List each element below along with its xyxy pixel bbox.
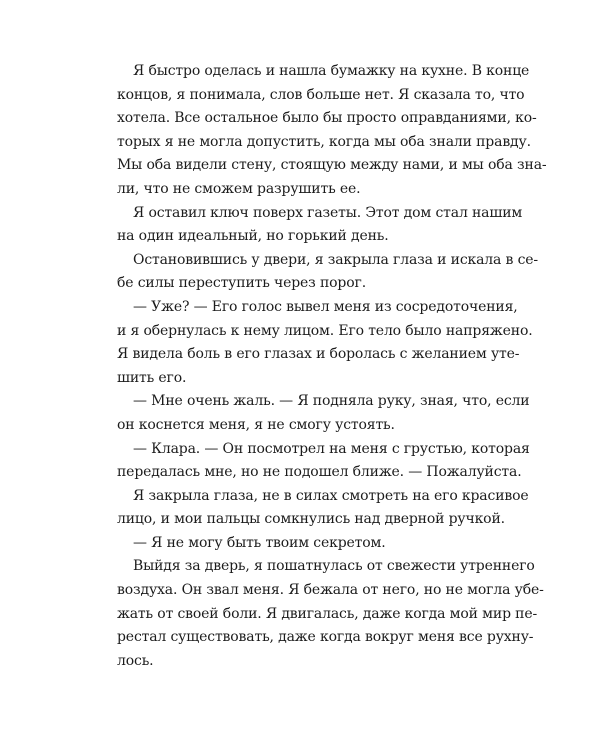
paragraph bbox=[117, 390, 530, 437]
paragraph bbox=[117, 202, 523, 249]
text-line: хотела. Все остальное было бы просто оправданиями, ко- bbox=[117, 110, 537, 127]
text-line: он коснется меня, я не смогу устоять. bbox=[117, 416, 395, 433]
text-line: Выйдя за дверь, я пошатнулась от свежести утреннего bbox=[133, 558, 535, 575]
paragraph bbox=[117, 485, 529, 532]
text-line: Я быстро оделась и нашла бумажку на кухне. В конце bbox=[133, 63, 530, 79]
text-line: на один идеальный, но горький день. bbox=[117, 228, 389, 245]
text-line: концов, я понимала, слов больше нет. Я сказала то, что bbox=[117, 86, 525, 103]
text-line: Я оставил ключ поверх газеты. Этот дом стал нашим bbox=[133, 204, 523, 221]
text-line: жать от своей боли. Я двигалась, даже когда мой мир пе- bbox=[117, 605, 538, 622]
text-line: — Клара. — Он посмотрел на меня с грустью, которая bbox=[133, 440, 530, 457]
text-line: торых я не могла допустить, когда мы оба знали правду. bbox=[117, 133, 531, 150]
text-line: — Мне очень жаль. — Я подняла руку, зная, что, если bbox=[133, 393, 530, 410]
text-line: рестал существовать, даже когда вокруг меня все рухну- bbox=[117, 629, 534, 646]
paragraph bbox=[117, 532, 485, 556]
text-line: и я обернулась к нему лицом. Его тело было напряжено. bbox=[117, 322, 533, 339]
text-line: воздуха. Он звал меня. Я бежала от него, но не могла убе- bbox=[117, 582, 544, 599]
text-line: — Я не могу быть твоим секретом. bbox=[133, 534, 386, 551]
text-line: — Уже? — Его голос вывел меня из сосредоточения, bbox=[133, 298, 518, 315]
text-line: шить его. bbox=[117, 369, 187, 386]
text-line: передалась мне, но не подошел ближе. — Пожалуйста. bbox=[117, 464, 522, 481]
paragraph bbox=[117, 249, 538, 296]
paragraph bbox=[117, 60, 547, 202]
text-line: Я видела боль в его глазах и боролась с желанием уте- bbox=[117, 346, 520, 363]
text-line: Остановившись у двери, я закрыла глаза и искала в се- bbox=[133, 251, 538, 268]
paragraph bbox=[117, 555, 544, 673]
paragraph bbox=[117, 296, 533, 390]
text-line: бе силы переступить через порог. bbox=[117, 275, 366, 292]
text-line: лось. bbox=[117, 652, 154, 669]
text-line: лицо, и мои пальцы сомкнулись над дверной ручкой. bbox=[117, 511, 505, 528]
body-text bbox=[117, 60, 547, 673]
paragraph bbox=[117, 438, 530, 485]
text-line: Я закрыла глаза, не в силах смотреть на его красивое bbox=[133, 487, 529, 504]
text-line: Мы оба видели стену, стоящую между нами, и мы оба зна- bbox=[117, 157, 547, 174]
text-line: ли, что не сможем разрушить ее. bbox=[117, 180, 361, 197]
